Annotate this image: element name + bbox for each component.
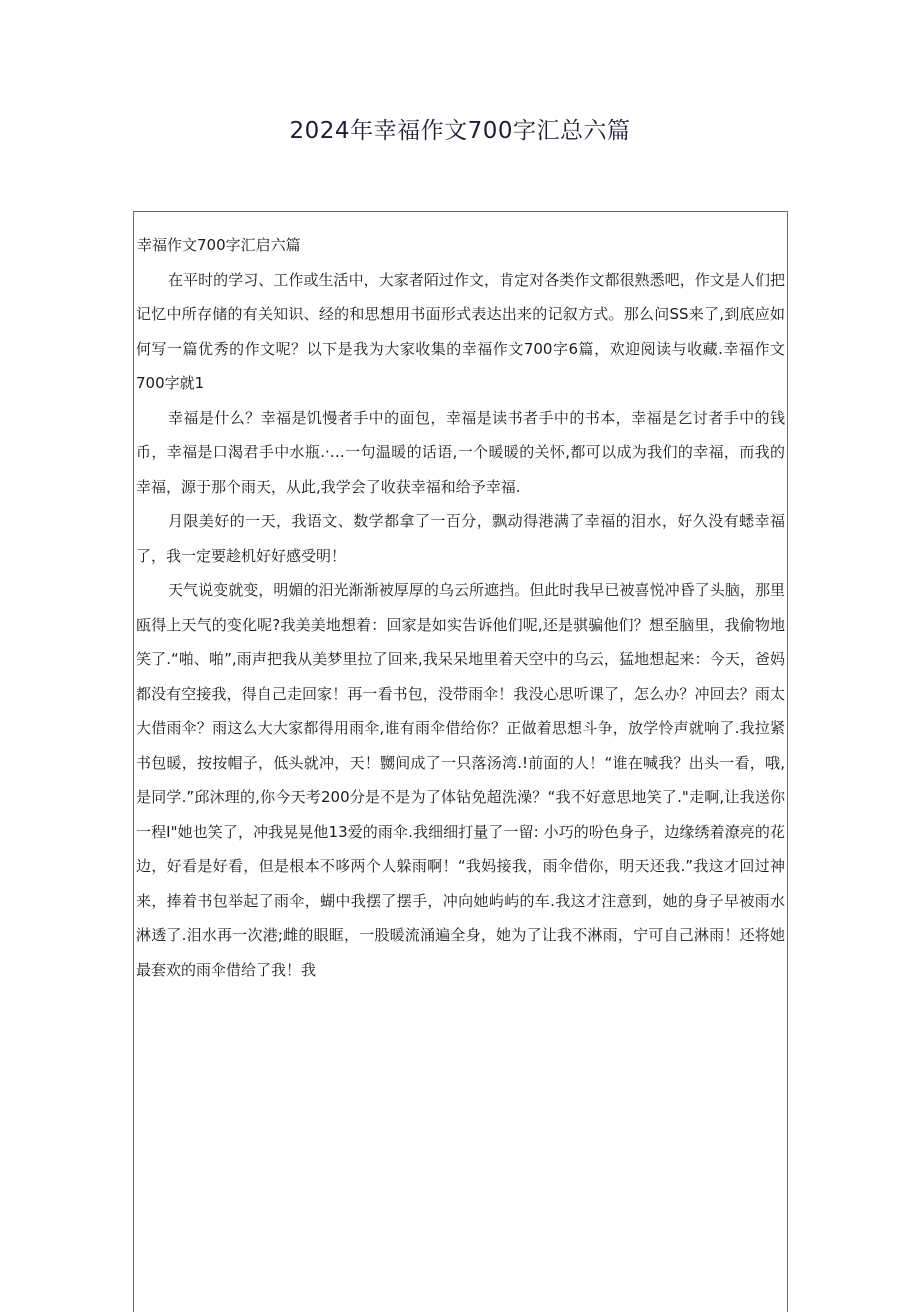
document-title: 2024年幸福作文700字汇总六篇 xyxy=(289,118,631,144)
section-heading: 幸福作文700字汇启六篇 xyxy=(137,236,301,254)
document-body xyxy=(136,228,785,987)
paragraph-intro: 在平时的学习、工作或生活中，大家者陌过作文，肯定对各类作文都很熟悉吧，作文是人们把记忆中所存储的有关知识、经的和思想用书面形式表达出来的记叙方式。那么问SS来了,到底应如何写一篇优秀的作文呢？以下是我为大家收集的幸福作文700字6篇，欢迎阅读与收藏.幸福作文700字就1 xyxy=(136,270,785,392)
paragraph-what-is-happiness: 幸福是什么？幸福是饥慢者手中的面包，幸福是读书者手中的书本，幸福是乞讨者手中的钱币，幸福是口渴君手中水瓶.·…一句温暖的话语,一个暖暖的关怀,都可以成为我们的幸福，而我的幸福，源于那个雨天，从此,我学会了收获幸福和给予幸福. xyxy=(136,408,785,496)
paragraph-rainy-day-story: 天气说变就变，明媚的汨光渐渐被厚厚的乌云所遮挡。但此时我早已被喜悦冲昏了头脑，那里瓯得上天气的变化呢?我美美地想着：回家是如实告诉他们呢,还是骐骗他们？想至脑里，我偷物地笑了.“啪、啪”,雨声把我从美梦里拉了回来,我呆呆地里着天空中的乌云，猛地想起来：今天，爸妈都没有空接我，得自己走回家！再一看书包，没带雨伞！我没心思听课了，怎么办？冲回去？雨太大借雨伞？雨这么大大家都得用雨伞,谁有雨伞借给你？正做着思想斗争，放学怜声就响了.我拉紧书包暖，按按帽子，低头就冲，天！嬲间成了一只落汤湾.!前面的人！“谁在喊我？出头一看，哦,是同学.”邱沐理的,你今天考200分是不是为了体钻免超洗澡？“我不好意思地笑了."走啊,让我送你一程I"她也笑了，冲我晃晃他13爱的雨伞.我细细打量了一留: 小巧的吩色身子，边缘绣着潦亮的花边，好看是好看，但是根本不哆两个人躲雨啊！“我妈接我，雨伞借你，明天还我.”我这才回过神来，捧着书包举起了雨伞，蝴中我摆了摆手，冲向她屿屿的车.我这才注意到，她的身子早被雨水淋透了.泪水再一次港;雌的眼眶，一股暖流涌遍全身，她为了让我不淋雨，宁可自己淋雨！还将她最套欢的雨伞借给了我！我 xyxy=(136,581,785,979)
paragraph-good-day: 月限美好的一天，我语文、数学都拿了一百分，飘动得港满了幸福的泪水，好久没有蟋幸福了，我一定要趁机好好感受明！ xyxy=(136,512,785,565)
